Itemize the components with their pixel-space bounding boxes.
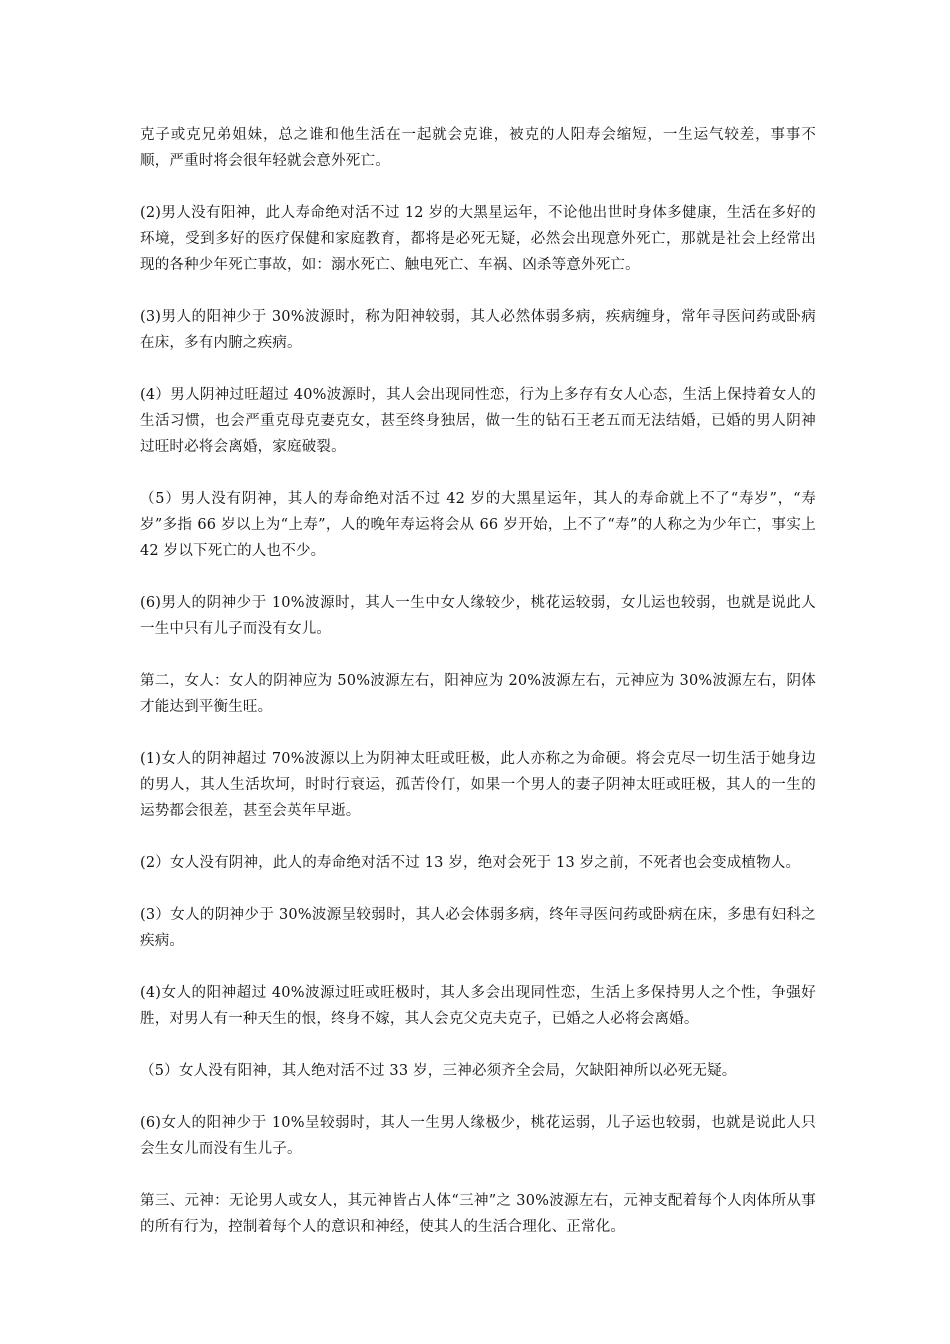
- paragraph: (6)男人的阴神少于 10%波源时，其人一生中女人缘较少，桃花运较弱，女儿运也较弱，也就是说此人一生中只有儿子而没有女儿。: [140, 595, 816, 637]
- paragraph: (4）男人阴神过旺超过 40%波源时，其人会出现同性恋，行为上多存有女人心态，生活上保持着女人的生活习惯，也会严重克母克妻克女，甚至终身独居，做一生的钻石王老五而无法结婚，已婚的男人阴神过旺时必将会离婚，家庭破裂。: [140, 387, 816, 455]
- paragraph: （5）男人没有阴神，其人的寿命绝对活不过 42 岁的大黑星运年，其人的寿命就上不了“寿岁”，“寿岁”多指 66 岁以上为“上寿”，人的晚年寿运将会从 66 岁开始，上不了“寿”的人称之为少年亡，事实上 42 岁以下死亡的人也不少。: [140, 491, 816, 559]
- paragraph: (2)男人没有阳神，此人寿命绝对活不过 12 岁的大黑星运年，不论他出世时身体多健康，生活在多好的环境，受到多好的医疗保健和家庭教育，都将是必死无疑，必然会出现意外死亡，那就是社会上经常出现的各种少年死亡事故，如：溺水死亡、触电死亡、车祸、凶杀等意外死亡。: [140, 205, 816, 273]
- paragraph: (6)女人的阳神少于 10%呈较弱时，其人一生男人缘极少，桃花运弱，儿子运也较弱，也就是说此人只会生女儿而没有生儿子。: [140, 1115, 816, 1157]
- paragraph: （5）女人没有阳神，其人绝对活不过 33 岁，三神必须齐全会局，欠缺阳神所以必死无疑。: [140, 1063, 737, 1079]
- paragraph: 第三、元神：无论男人或女人，其元神皆占人体“三神”之 30%波源左右，元神支配着每个人肉体所从事的所有行为，控制着每个人的意识和神经，使其人的生活合理化、正常化。: [140, 1193, 816, 1235]
- paragraph: 克子或克兄弟姐妹，总之谁和他生活在一起就会克谁，被克的人阳寿会缩短，一生运气较差，事事不顺，严重时将会很年轻就会意外死亡。: [140, 127, 816, 169]
- paragraph: (4)女人的阳神超过 40%波源过旺或旺极时，其人多会出现同性恋，生活上多保持男人之个性，争强好胜，对男人有一种天生的恨，终身不嫁，其人会克父克夫克子，已婚之人必将会离婚。: [140, 985, 816, 1027]
- paragraph: (1)女人的阴神超过 70%波源以上为阴神太旺或旺极，此人亦称之为命硬。将会克尽一切生活于她身边的男人，其人生活坎坷，时时行衰运，孤苦伶仃，如果一个男人的妻子阴神太旺或旺极，其人的一生的运势都会很差，甚至会英年早逝。: [140, 751, 816, 819]
- paragraph: (2）女人没有阴神，此人的寿命绝对活不过 13 岁，绝对会死于 13 岁之前，不死者也会变成植物人。: [140, 855, 801, 871]
- paragraph: (3）女人的阴神少于 30%波源呈较弱时，其人必会体弱多病，终年寻医问药或卧病在床，多患有妇科之疾病。: [140, 907, 816, 949]
- document-body: [140, 122, 816, 1240]
- paragraph: 第二，女人：女人的阴神应为 50%波源左右，阳神应为 20%波源左右，元神应为 30%波源左右，阴体才能达到平衡生旺。: [140, 673, 816, 715]
- paragraph: (3)男人的阳神少于 30%波源时，称为阳神较弱，其人必然体弱多病，疾病缠身，常年寻医问药或卧病在床，多有内腑之疾病。: [140, 309, 816, 351]
